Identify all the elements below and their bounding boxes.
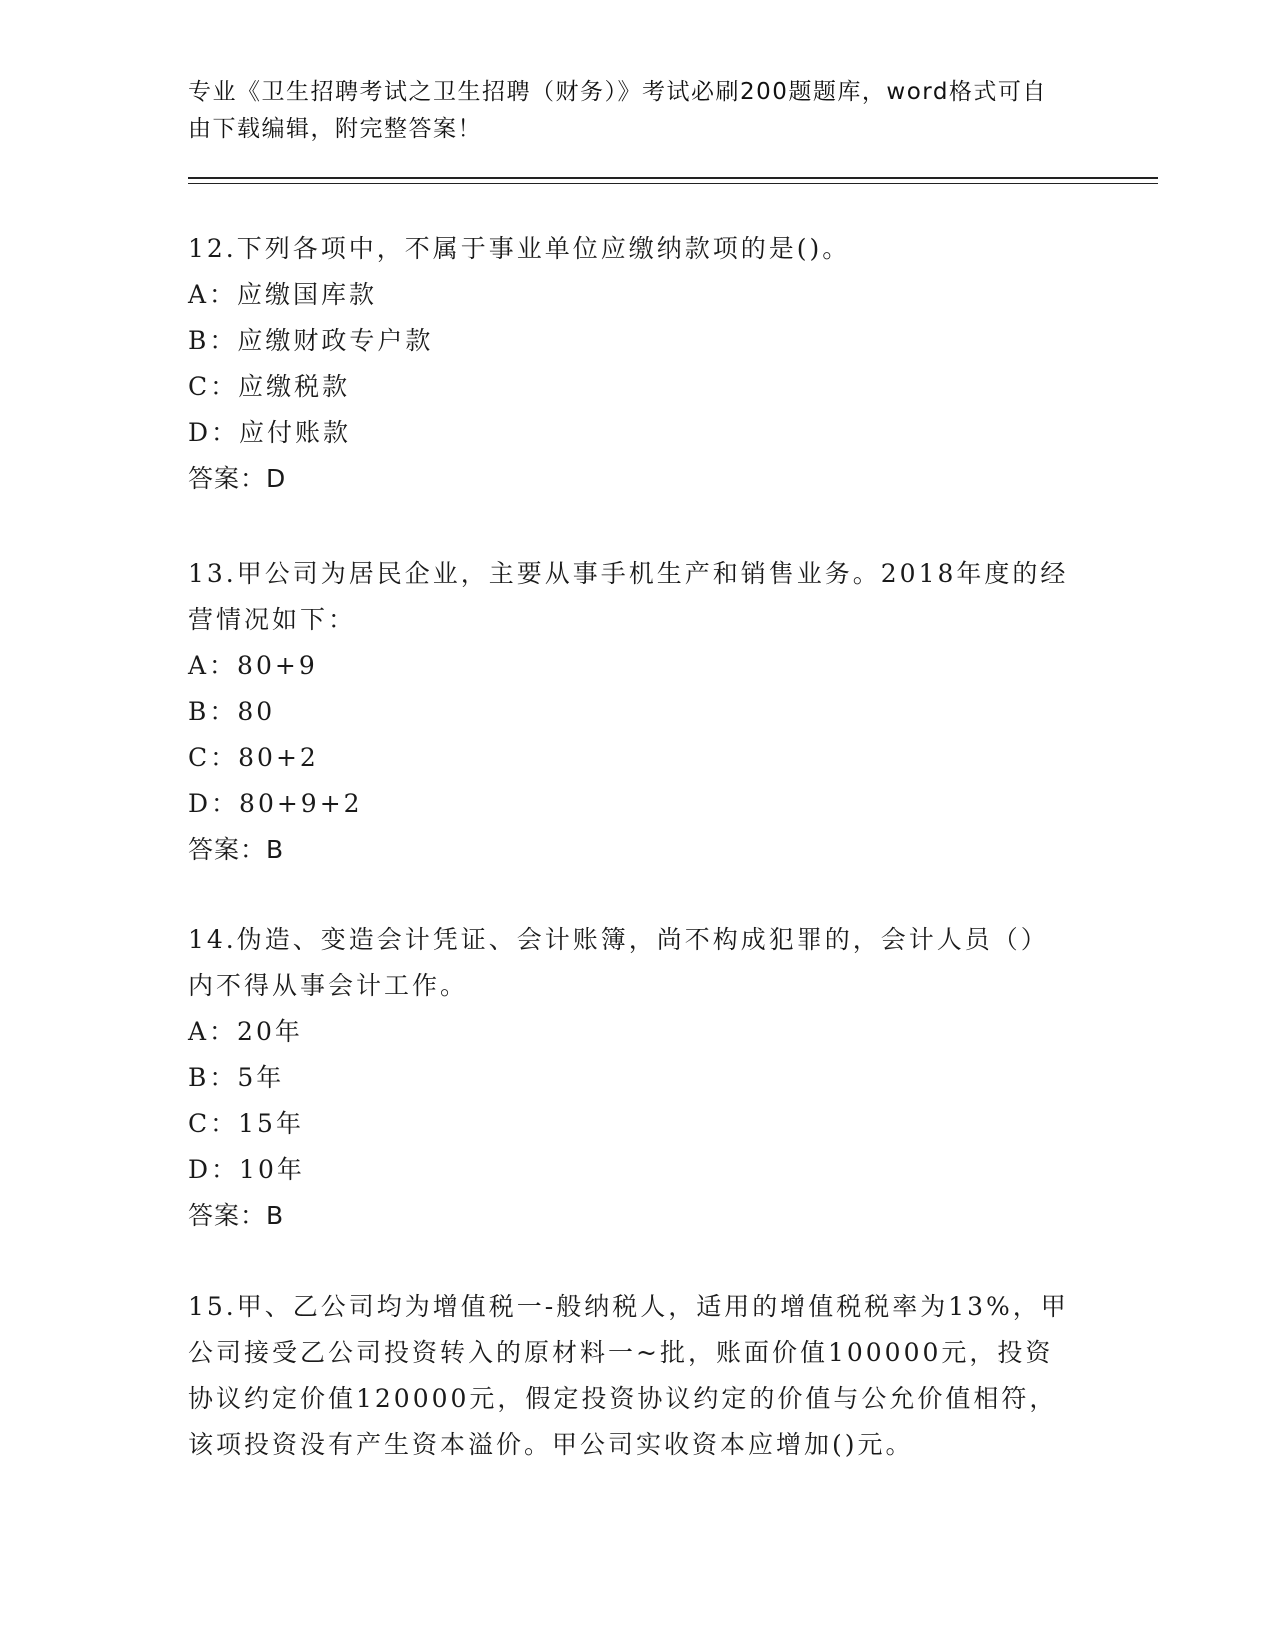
option-d: D：10年	[188, 1155, 305, 1184]
option-c: C：15年	[188, 1109, 304, 1138]
document-header	[188, 74, 1068, 148]
question-15	[188, 1284, 1088, 1468]
option-c: C：应缴税款	[188, 372, 351, 401]
option-d: D：应付账款	[188, 418, 352, 447]
question-stem-line-1: 13.甲公司为居民企业，主要从事手机生产和销售业务。2018年度的经	[188, 559, 1069, 588]
question-12	[188, 226, 1088, 502]
question-stem-line-4: 该项投资没有产生资本溢价。甲公司实收资本应增加()元。	[188, 1430, 914, 1459]
option-c: C：80+2	[188, 743, 319, 772]
header-divider	[188, 177, 1158, 179]
header-line-2: 由下载编辑，附完整答案！	[188, 116, 482, 142]
option-a: A：20年	[188, 1017, 303, 1046]
question-stem-line-2: 内不得从事会计工作。	[188, 971, 469, 1000]
option-a: A：应缴国库款	[188, 280, 378, 309]
answer: 答案：D	[188, 464, 287, 493]
question-stem: 12.下列各项中，不属于事业单位应缴纳款项的是()。	[188, 234, 851, 263]
option-d: D：80+9+2	[188, 789, 363, 818]
question-14	[188, 917, 1088, 1239]
question-13	[188, 551, 1088, 873]
question-stem-line-2: 营情况如下：	[188, 605, 357, 634]
option-a: A：80+9	[188, 651, 318, 680]
question-stem-line-1: 14.伪造、变造会计凭证、会计账簿，尚不构成犯罪的，会计人员（）	[188, 925, 1049, 954]
question-stem-line-3: 协议约定价值120000元，假定投资协议约定的价值与公允价值相符，	[188, 1384, 1058, 1413]
option-b: B：5年	[188, 1063, 285, 1092]
header-divider-thin	[188, 183, 1158, 184]
question-stem-line-1: 15.甲、乙公司均为增值税一-般纳税人，适用的增值税税率为13%，甲	[188, 1292, 1069, 1321]
option-b: B：80	[188, 697, 276, 726]
answer: 答案：B	[188, 1201, 285, 1230]
question-stem-line-2: 公司接受乙公司投资转入的原材料一~批，账面价值100000元，投资	[188, 1338, 1054, 1367]
option-b: B：应缴财政专户款	[188, 326, 434, 355]
header-line-1: 专业《卫生招聘考试之卫生招聘（财务）》考试必刷200题题库，word格式可自	[188, 79, 1047, 105]
answer: 答案：B	[188, 835, 285, 864]
